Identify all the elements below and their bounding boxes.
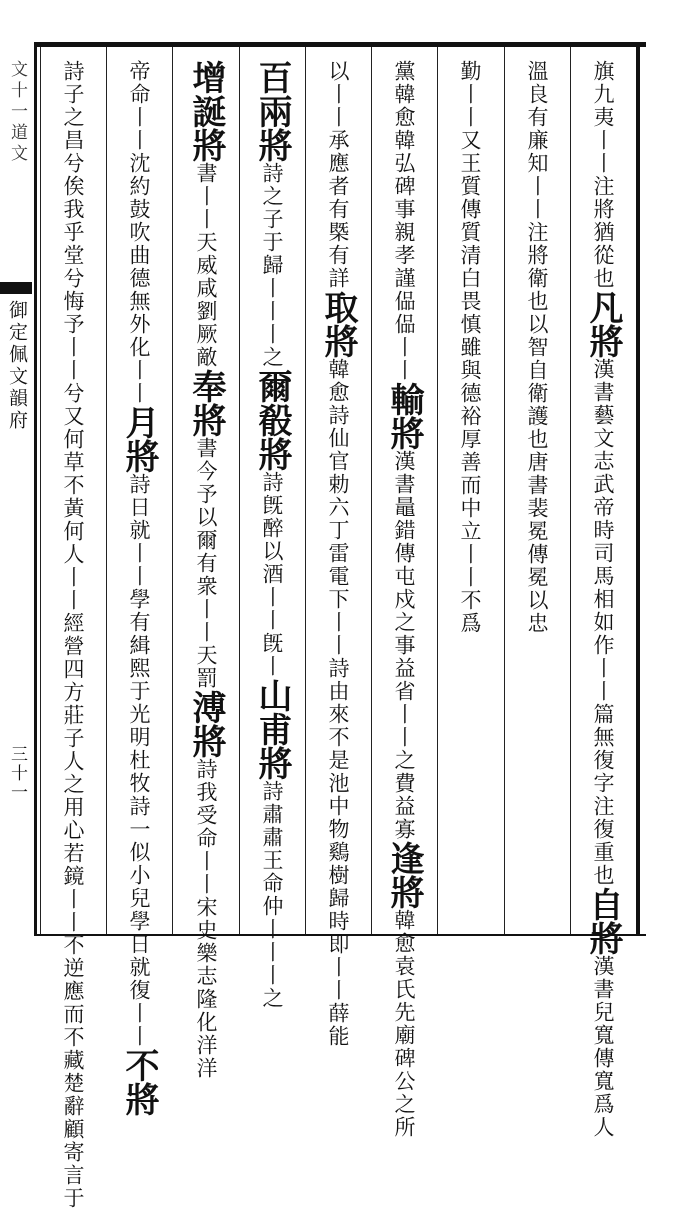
entry-headword: 取將 (318, 290, 358, 358)
entry-text: 黨韓愈韓弘碑事親孝謹偘偘丨丨 (392, 60, 416, 382)
entry-text: 詩日就丨丨學有緝熙于光明杜牧詩一似小兒學日就復丨丨 (127, 473, 151, 1048)
entry-text: 韓愈袁氏先廟碑公之所 (392, 909, 416, 1139)
entry-headword: 月將 (119, 405, 159, 473)
text-column (320, 60, 356, 1048)
entry-headword: 山甫將 (252, 678, 292, 780)
entry-headword: 輸將 (384, 382, 424, 450)
entry-text: 詩我受命丨丨宋史樂志隆化洋洋 (194, 758, 218, 1080)
entry-text: 詩旣醉以酒丨丨旣丨 (260, 471, 284, 678)
entry-headword: 溥將 (186, 690, 226, 758)
text-column (121, 60, 157, 1116)
column-rule (305, 47, 306, 934)
margin-book-title: 御定佩文韻府 (6, 300, 28, 432)
text-column (55, 60, 91, 1210)
entry-text: 書今予以爾有衆丨丨天罰 (194, 437, 218, 690)
entry-text: 溫良有廉知丨丨注將衛也以智自衛護也唐書裴冕傳冕以忠 (525, 60, 549, 635)
entry-headword: 不將 (119, 1048, 159, 1116)
entry-headword: 奉將 (186, 369, 226, 437)
column-rule (40, 47, 41, 934)
entry-headword: 爾殽將 (252, 369, 292, 471)
column-rule (371, 47, 372, 934)
column-rule (504, 47, 505, 934)
entry-headword: 自將 (583, 887, 623, 955)
text-column (188, 60, 224, 1080)
entry-text: 詩子之昌兮俟我乎堂兮悔予丨丨兮又何草不黃何人丨丨經營四方莊子人之用心若鏡丨丨不逆應而不藏楚辭顧寄言于 (61, 60, 85, 1210)
entry-text: 旗九夷丨丨注將猶從也 (591, 60, 615, 290)
entry-headword: 凡將 (583, 290, 623, 358)
entry-text: 勤丨丨又王質傳質清白畏慎雖與德裕厚善而中立丨丨不爲 (458, 60, 482, 635)
entry-text: 韓愈詩仙官勅六丁雷電下丨丨 (326, 358, 350, 657)
entry-text: 漢書兒寬傳寬爲人 (591, 955, 615, 1139)
column-rule (106, 47, 107, 934)
entry-headword: 百兩將 (252, 60, 292, 162)
entry-text: 詩之子于歸丨丨丨之 (260, 162, 284, 369)
entry-text: 詩由來不是池中物鷄樹歸時即丨丨薛能 (326, 657, 350, 1048)
margin-header-fragment: 文十一道文 (7, 60, 27, 165)
entry-text: 漢書鼂錯傳屯戍之事益省丨丨之費益寡 (392, 450, 416, 841)
column-rule (172, 47, 173, 934)
text-column (519, 60, 555, 635)
text-column (585, 60, 621, 1139)
frame-left-border (34, 42, 37, 936)
entry-text: 帝命丨丨沈約鼓吹曲德無外化丨丨 (127, 60, 151, 405)
text-column (386, 60, 422, 1139)
entry-text: 以丨丨承應者有槩有詳 (326, 60, 350, 290)
entry-text: 詩肅肅王命仲丨丨丨之 (260, 780, 284, 1010)
frame-top-border (34, 42, 646, 47)
text-column (452, 60, 488, 635)
entry-headword: 逢將 (384, 841, 424, 909)
column-rule (437, 47, 438, 934)
entry-headword: 增誕將 (186, 60, 226, 162)
frame-right-border (636, 42, 640, 936)
entry-text: 書丨丨天威 (194, 162, 218, 277)
margin-page-number: 三十一 (7, 745, 27, 802)
margin-fishtail-block (0, 282, 32, 294)
entry-text: 咸劉厥敵 (194, 277, 218, 369)
text-column (254, 60, 290, 1010)
column-rule (570, 47, 571, 934)
entry-text: 漢書藝文志武帝時司馬相如作丨丨篇無復字注復重也 (591, 358, 615, 887)
column-rule (239, 47, 240, 934)
